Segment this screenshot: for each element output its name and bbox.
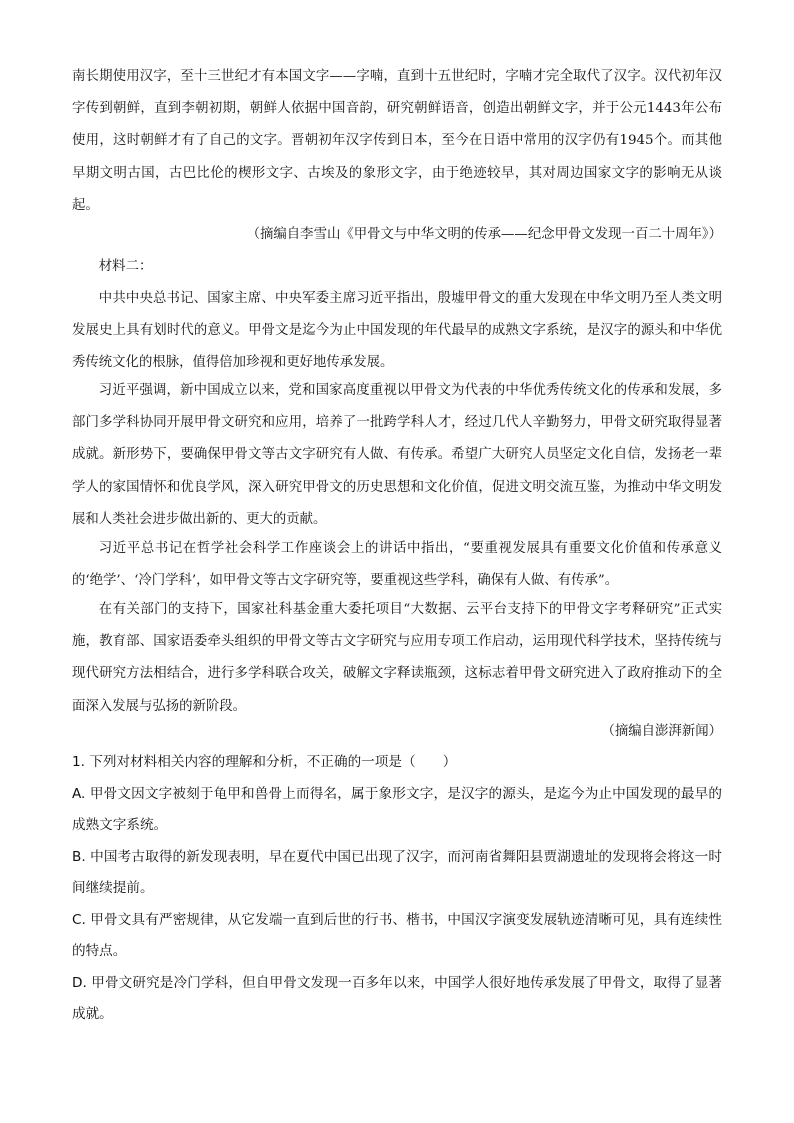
option-b: B. 中国考古取得的新发现表明，早在夏代中国已出现了汉字，而河南省舞阳县贾湖遗址的发现将会将这一时间继续提前。 — [72, 848, 722, 896]
question-block — [72, 747, 722, 1031]
source-citation-1: （摘编自李雪山《甲骨文与中华文明的传承——纪念甲骨文发现一百二十周年》） — [246, 227, 722, 242]
passage-paragraph-2: 中共中央总书记、国家主席、中央军委主席习近平指出，殷墟甲骨文的重大发现在中华文明乃至人类文明发展史上具有划时代的意义。甲骨文是迄今为止中国发现的年代最早的成熟文字系统，是汉字的源头和中华优秀传统文化的根脉，值得倍加珍视和更好地传承发展。 — [72, 291, 722, 371]
source-citation-2: （摘编自澎湃新闻） — [601, 724, 722, 739]
passage-paragraph-1: 南长期使用汉字，至十三世纪才有本国文字——字喃，直到十五世纪时，字喃才完全取代了汉字。汉代初年汉字传到朝鲜，直到李朝初期，朝鲜人依据中国音韵，研究朝鲜语音，创造出朝鲜文字，并于公元1443年公布使用，这时朝鲜才有了自己的文字。晋朝初年汉字传到日本，至今在日语中常用的汉字仍有1945个。而其他早期文明古国，古巴比伦的楔形文字、古埃及的象形文字，由于绝迹较早，其对周边国家文字的影响无从谈起。 — [72, 69, 722, 213]
question-stem: 1. 下列对材料相关内容的理解和分析，不正确的一项是（ ） — [72, 754, 457, 770]
option-c: C. 甲骨文具有严密规律，从它发端一直到后世的行书、楷书，中国汉字演变发展轨迹清晰可见，具有连续性的特点。 — [72, 911, 722, 959]
passage-paragraph-4: 习近平总书记在哲学社会科学工作座谈会上的讲话中指出，“要重视发展具有重要文化价值和传承意义的‘绝学’、‘冷门学科’，如甲骨文等古文字研究等，要重视这些学科，确保有人做、有传承”。 — [72, 541, 722, 589]
option-d: D. 甲骨文研究是冷门学科，但自甲骨文发现一百多年以来，中国学人很好地传承发展了甲骨文，取得了显著成就。 — [72, 974, 722, 1022]
option-a: A. 甲骨文因文字被刻于龟甲和兽骨上而得名，属于象形文字，是汉字的源头，是迄今为止中国发现的最早的成熟文字系统。 — [72, 785, 722, 833]
passage-paragraph-5: 在有关部门的支持下，国家社科基金重大委托项目“大数据、云平台支持下的甲骨文字考释研究”正式实施，教育部、国家语委牵头组织的甲骨文等古文字研究与应用专项工作启动，运用现代科学技术，坚持传统与现代研究方法相结合，进行多学科联合攻关，破解文字释读瓶颈，这标志着甲骨文研究进入了政府推动下的全面深入发展与弘扬的新阶段。 — [72, 602, 722, 714]
material-two-heading: 材料二： — [98, 259, 153, 274]
passage-paragraph-3: 习近平强调，新中国成立以来，党和国家高度重视以甲骨文为代表的中华优秀传统文化的传承和发展，多部门多学科协同开展甲骨文研究和应用，培养了一批跨学科人才，经过几代人辛勤努力，甲骨文研究取得显著成就。新形势下，要确保甲骨文等古文字研究有人做、有传承。希望广大研究人员坚定文化自信，发扬老一辈学人的家国情怀和优良学风，深入研究甲骨文的历史思想和文化价值，促进文明交流互鉴，为推动中华文明发展和人类社会进步做出新的、更大的贡献。 — [72, 383, 722, 527]
